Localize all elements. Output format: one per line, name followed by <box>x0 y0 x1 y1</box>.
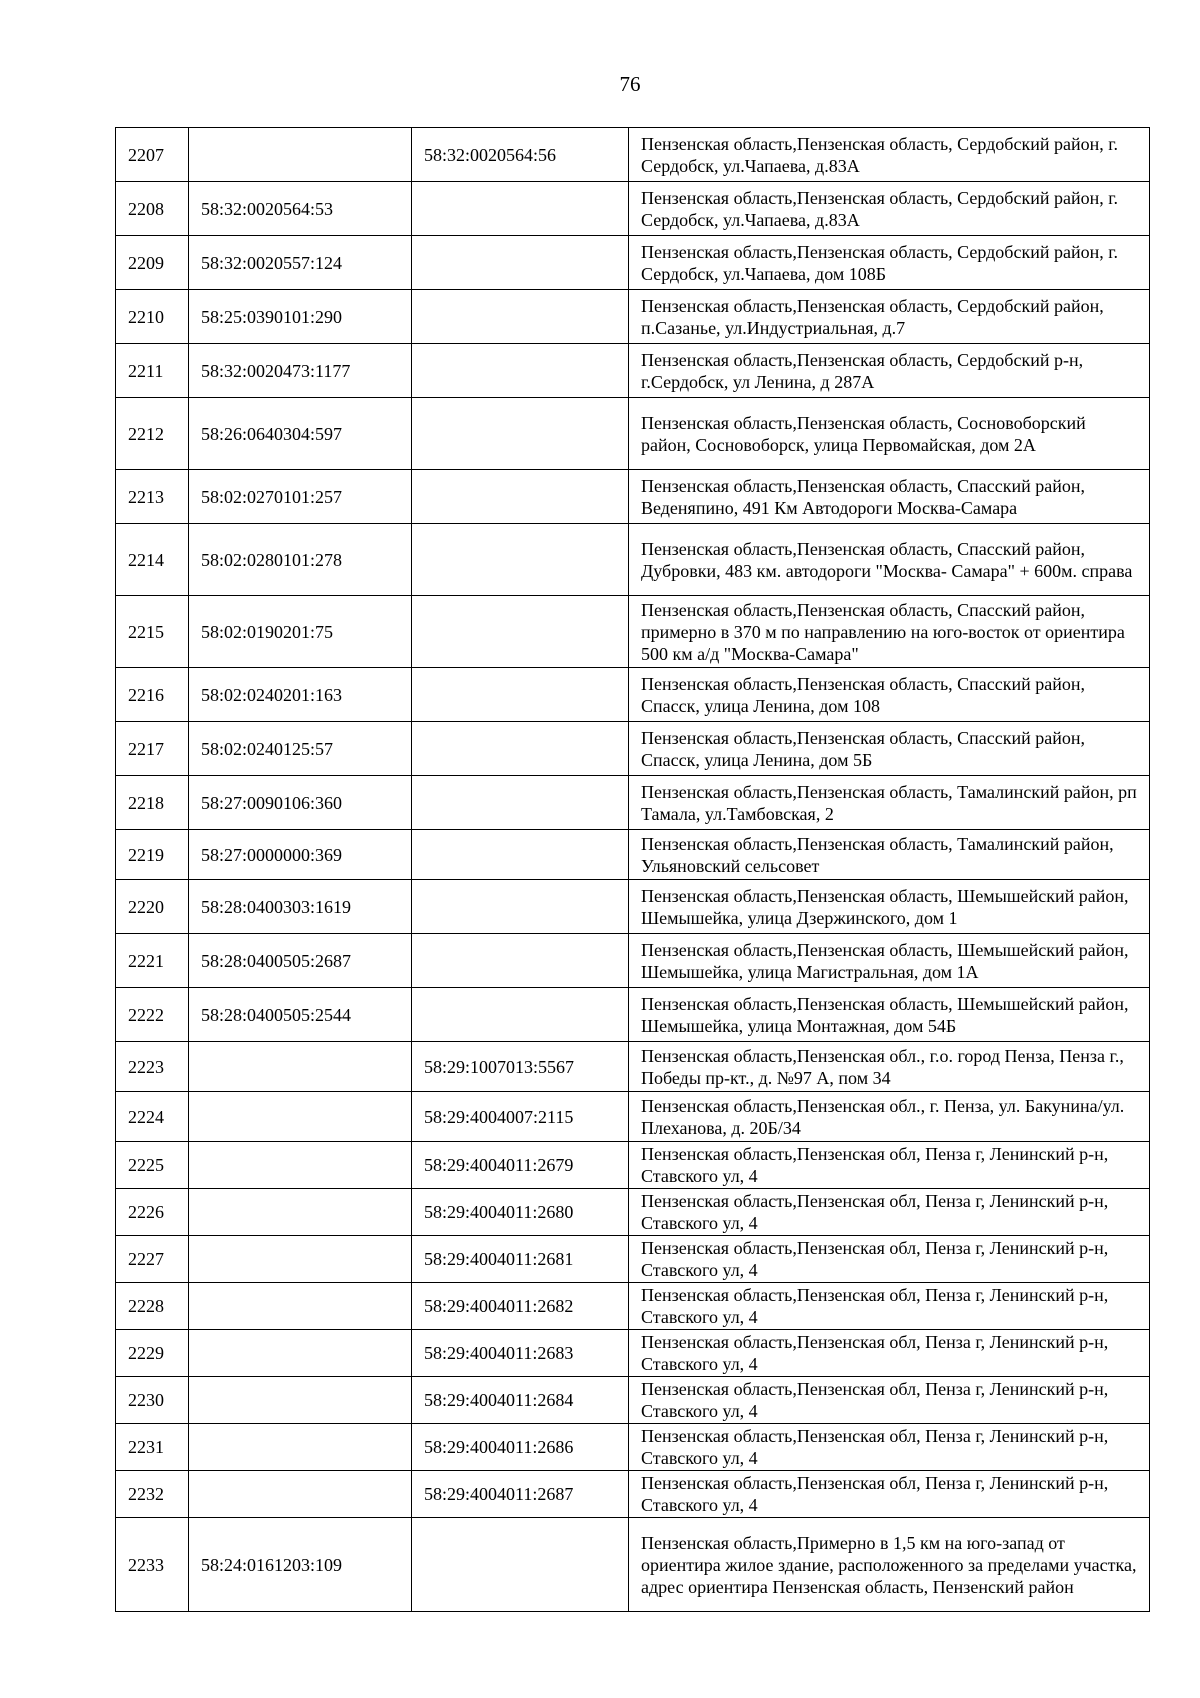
row-number-cell: 2208 <box>116 182 189 236</box>
row-number-cell: 2220 <box>116 880 189 934</box>
table-row <box>116 830 1150 880</box>
building-cadastral-number-cell: 58:29:4004011:2683 <box>412 1330 629 1377</box>
address-cell: Пензенская область,Пензенская область, Сердобский район, г. Сердобск, ул.Чапаева, дом 108Б <box>629 236 1150 290</box>
row-number-cell: 2231 <box>116 1424 189 1471</box>
land-cadastral-number-cell: 58:27:0000000:369 <box>189 830 412 880</box>
land-cadastral-number-cell: 58:25:0390101:290 <box>189 290 412 344</box>
building-cadastral-number-cell <box>412 722 629 776</box>
table-row <box>116 1518 1150 1612</box>
building-cadastral-number-cell: 58:29:4004007:2115 <box>412 1092 629 1142</box>
land-cadastral-number-cell: 58:02:0280101:278 <box>189 524 412 596</box>
table-row <box>116 668 1150 722</box>
table-row <box>116 398 1150 470</box>
building-cadastral-number-cell <box>412 934 629 988</box>
land-cadastral-number-cell: 58:28:0400303:1619 <box>189 880 412 934</box>
land-cadastral-number-cell <box>189 1189 412 1236</box>
land-cadastral-number-cell: 58:26:0640304:597 <box>189 398 412 470</box>
row-number-cell: 2222 <box>116 988 189 1042</box>
table-row <box>116 290 1150 344</box>
table-row <box>116 470 1150 524</box>
address-cell: Пензенская область,Пензенская обл, Пенза г, Ленинский р-н, Ставского ул, 4 <box>629 1189 1150 1236</box>
building-cadastral-number-cell: 58:29:4004011:2680 <box>412 1189 629 1236</box>
table-row <box>116 1283 1150 1330</box>
land-cadastral-number-cell: 58:02:0240201:163 <box>189 668 412 722</box>
address-cell: Пензенская область,Примерно в 1,5 км на юго-запад от ориентира жилое здание, расположенного за пределами участка, адрес ориентира Пензенская область, Пензенский район <box>629 1518 1150 1612</box>
row-number-cell: 2212 <box>116 398 189 470</box>
table-row <box>116 776 1150 830</box>
row-number-cell: 2221 <box>116 934 189 988</box>
address-cell: Пензенская область,Пензенская область, Тамалинский район, Ульяновский сельсовет <box>629 830 1150 880</box>
address-cell: Пензенская область,Пензенская область, Спасский район, Веденяпино, 491 Км Автодороги Москва-Самара <box>629 470 1150 524</box>
address-cell: Пензенская область,Пензенская область, Спасский район, Дубровки, 483 км. автодороги "Москва- Самара" + 600м. справа <box>629 524 1150 596</box>
row-number-cell: 2232 <box>116 1471 189 1518</box>
table-row <box>116 344 1150 398</box>
land-cadastral-number-cell: 58:32:0020564:53 <box>189 182 412 236</box>
row-number-cell: 2223 <box>116 1042 189 1092</box>
row-number-cell: 2227 <box>116 1236 189 1283</box>
row-number-cell: 2209 <box>116 236 189 290</box>
address-cell: Пензенская область,Пензенская область, Шемышейский район, Шемышейка, улица Монтажная, дом 54Б <box>629 988 1150 1042</box>
land-cadastral-number-cell: 58:24:0161203:109 <box>189 1518 412 1612</box>
building-cadastral-number-cell <box>412 236 629 290</box>
building-cadastral-number-cell: 58:29:4004011:2687 <box>412 1471 629 1518</box>
address-cell: Пензенская область,Пензенская область, Спасский район, Спасск, улица Ленина, дом 5Б <box>629 722 1150 776</box>
table-row <box>116 1471 1150 1518</box>
land-cadastral-number-cell <box>189 1236 412 1283</box>
land-cadastral-number-cell: 58:02:0190201:75 <box>189 596 412 668</box>
row-number-cell: 2233 <box>116 1518 189 1612</box>
row-number-cell: 2211 <box>116 344 189 398</box>
table-row <box>116 1377 1150 1424</box>
table-row <box>116 1142 1150 1189</box>
table-row <box>116 880 1150 934</box>
address-cell: Пензенская область,Пензенская обл, Пенза г, Ленинский р-н, Ставского ул, 4 <box>629 1236 1150 1283</box>
building-cadastral-number-cell <box>412 596 629 668</box>
land-cadastral-number-cell: 58:02:0270101:257 <box>189 470 412 524</box>
address-cell: Пензенская область,Пензенская обл, Пенза г, Ленинский р-н, Ставского ул, 4 <box>629 1424 1150 1471</box>
row-number-cell: 2207 <box>116 128 189 182</box>
building-cadastral-number-cell <box>412 344 629 398</box>
address-cell: Пензенская область,Пензенская область, Сердобский район, п.Сазанье, ул.Индустриальная, д.7 <box>629 290 1150 344</box>
address-cell: Пензенская область,Пензенская обл, Пенза г, Ленинский р-н, Ставского ул, 4 <box>629 1283 1150 1330</box>
address-cell: Пензенская область,Пензенская область, Сердобский район, г. Сердобск, ул.Чапаева, д.83А <box>629 182 1150 236</box>
land-cadastral-number-cell <box>189 128 412 182</box>
building-cadastral-number-cell: 58:29:4004011:2679 <box>412 1142 629 1189</box>
address-cell: Пензенская область,Пензенская обл, Пенза г, Ленинский р-н, Ставского ул, 4 <box>629 1377 1150 1424</box>
land-cadastral-number-cell <box>189 1283 412 1330</box>
building-cadastral-number-cell: 58:29:4004011:2681 <box>412 1236 629 1283</box>
land-cadastral-number-cell: 58:32:0020557:124 <box>189 236 412 290</box>
table-row <box>116 1092 1150 1142</box>
row-number-cell: 2214 <box>116 524 189 596</box>
registry-table <box>115 127 1150 1612</box>
address-cell: Пензенская область,Пензенская обл., г. Пенза, ул. Бакунина/ул. Плеханова, д. 20Б/34 <box>629 1092 1150 1142</box>
address-cell: Пензенская область,Пензенская обл, Пенза г, Ленинский р-н, Ставского ул, 4 <box>629 1142 1150 1189</box>
address-cell: Пензенская область,Пензенская область, Спасский район, Спасск, улица Ленина, дом 108 <box>629 668 1150 722</box>
building-cadastral-number-cell <box>412 988 629 1042</box>
land-cadastral-number-cell <box>189 1330 412 1377</box>
address-cell: Пензенская область,Пензенская область, Спасский район, примерно в 370 м по направлению на юго-восток от ориентира 500 км а/д "Москва-Самара" <box>629 596 1150 668</box>
table-row <box>116 1330 1150 1377</box>
row-number-cell: 2210 <box>116 290 189 344</box>
building-cadastral-number-cell <box>412 182 629 236</box>
building-cadastral-number-cell <box>412 830 629 880</box>
table-row <box>116 1424 1150 1471</box>
land-cadastral-number-cell: 58:28:0400505:2544 <box>189 988 412 1042</box>
land-cadastral-number-cell <box>189 1471 412 1518</box>
row-number-cell: 2217 <box>116 722 189 776</box>
building-cadastral-number-cell <box>412 398 629 470</box>
row-number-cell: 2228 <box>116 1283 189 1330</box>
building-cadastral-number-cell <box>412 524 629 596</box>
building-cadastral-number-cell: 58:29:1007013:5567 <box>412 1042 629 1092</box>
row-number-cell: 2218 <box>116 776 189 830</box>
address-cell: Пензенская область,Пензенская обл, Пенза г, Ленинский р-н, Ставского ул, 4 <box>629 1330 1150 1377</box>
page-number: 76 <box>619 72 641 96</box>
row-number-cell: 2215 <box>116 596 189 668</box>
building-cadastral-number-cell <box>412 290 629 344</box>
table-row <box>116 128 1150 182</box>
address-cell: Пензенская область,Пензенская обл, Пенза г, Ленинский р-н, Ставского ул, 4 <box>629 1471 1150 1518</box>
table-row <box>116 236 1150 290</box>
table-row <box>116 934 1150 988</box>
land-cadastral-number-cell: 58:28:0400505:2687 <box>189 934 412 988</box>
building-cadastral-number-cell: 58:29:4004011:2686 <box>412 1424 629 1471</box>
building-cadastral-number-cell <box>412 1518 629 1612</box>
land-cadastral-number-cell: 58:32:0020473:1177 <box>189 344 412 398</box>
table-row <box>116 722 1150 776</box>
address-cell: Пензенская область,Пензенская область, Сердобский р-н, г.Сердобск, ул Ленина, д 287А <box>629 344 1150 398</box>
building-cadastral-number-cell: 58:32:0020564:56 <box>412 128 629 182</box>
table-row <box>116 1236 1150 1283</box>
land-cadastral-number-cell <box>189 1424 412 1471</box>
row-number-cell: 2229 <box>116 1330 189 1377</box>
row-number-cell: 2224 <box>116 1092 189 1142</box>
address-cell: Пензенская область,Пензенская область, Сосновоборский район, Сосновоборск, улица Первомайская, дом 2А <box>629 398 1150 470</box>
row-number-cell: 2230 <box>116 1377 189 1424</box>
land-cadastral-number-cell <box>189 1377 412 1424</box>
building-cadastral-number-cell <box>412 668 629 722</box>
table-row <box>116 1189 1150 1236</box>
row-number-cell: 2216 <box>116 668 189 722</box>
table-row <box>116 1042 1150 1092</box>
table-row <box>116 182 1150 236</box>
registry-table-body <box>116 128 1150 1612</box>
building-cadastral-number-cell <box>412 880 629 934</box>
address-cell: Пензенская область,Пензенская область, Тамалинский район, рп Тамала, ул.Тамбовская, 2 <box>629 776 1150 830</box>
building-cadastral-number-cell: 58:29:4004011:2682 <box>412 1283 629 1330</box>
land-cadastral-number-cell <box>189 1092 412 1142</box>
address-cell: Пензенская область,Пензенская область, Сердобский район, г. Сердобск, ул.Чапаева, д.83А <box>629 128 1150 182</box>
land-cadastral-number-cell: 58:02:0240125:57 <box>189 722 412 776</box>
row-number-cell: 2226 <box>116 1189 189 1236</box>
building-cadastral-number-cell <box>412 470 629 524</box>
row-number-cell: 2219 <box>116 830 189 880</box>
land-cadastral-number-cell <box>189 1142 412 1189</box>
table-row <box>116 524 1150 596</box>
land-cadastral-number-cell: 58:27:0090106:360 <box>189 776 412 830</box>
building-cadastral-number-cell <box>412 776 629 830</box>
land-cadastral-number-cell <box>189 1042 412 1092</box>
address-cell: Пензенская область,Пензенская область, Шемышейский район, Шемышейка, улица Магистральная, дом 1А <box>629 934 1150 988</box>
address-cell: Пензенская область,Пензенская область, Шемышейский район, Шемышейка, улица Дзержинского, дом 1 <box>629 880 1150 934</box>
table-row <box>116 596 1150 668</box>
row-number-cell: 2213 <box>116 470 189 524</box>
address-cell: Пензенская область,Пензенская обл., г.о. город Пенза, Пенза г., Победы пр-кт., д. №97 А, пом 34 <box>629 1042 1150 1092</box>
row-number-cell: 2225 <box>116 1142 189 1189</box>
table-row <box>116 988 1150 1042</box>
building-cadastral-number-cell: 58:29:4004011:2684 <box>412 1377 629 1424</box>
